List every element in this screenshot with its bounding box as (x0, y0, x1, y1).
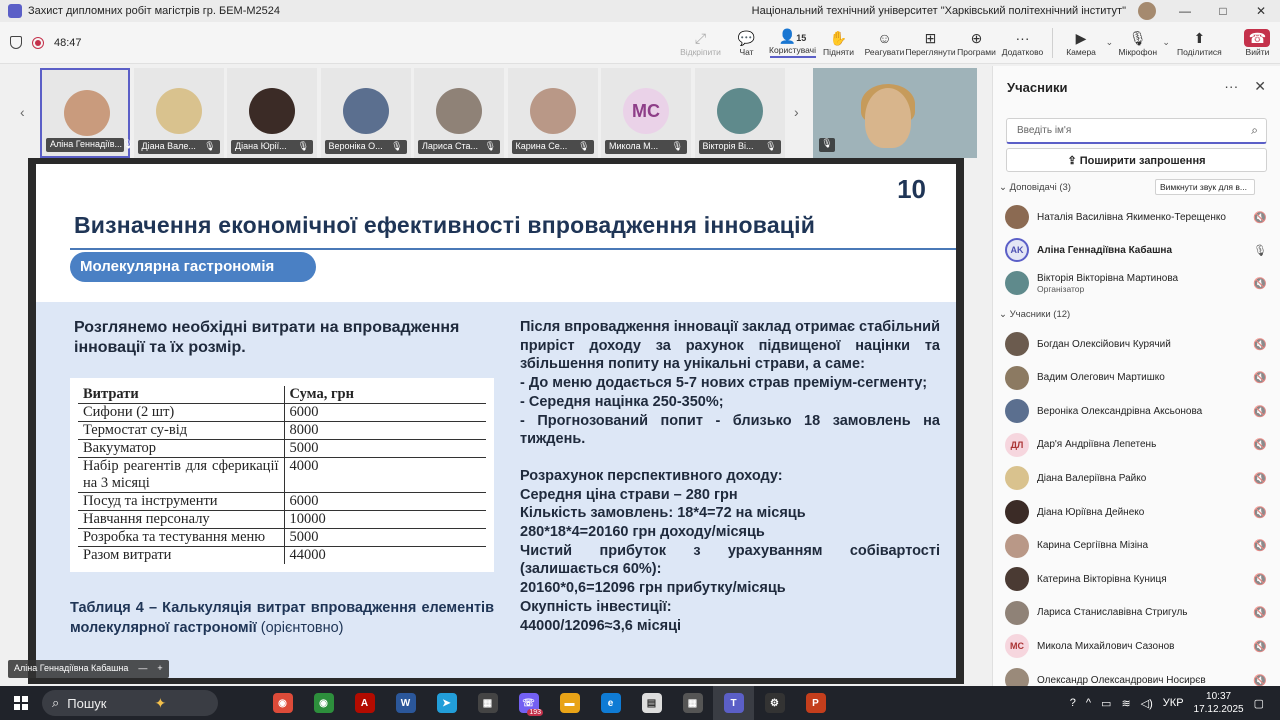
video-tile-label (418, 140, 500, 154)
avatar-initials: MC (623, 88, 669, 134)
calculation-line: 20160*0,6=12096 грн прибутку/місяць (520, 580, 786, 597)
income-calculation (520, 467, 940, 635)
video-tile-label (325, 140, 407, 154)
table-row (74, 511, 490, 529)
leave-label: Вийти (1245, 46, 1270, 57)
apps-icon-glyph: ⊕ (970, 29, 983, 46)
clock-time: 10:37 (1206, 691, 1232, 702)
chip-plus-icon[interactable]: + (157, 663, 163, 673)
table-row (74, 493, 490, 511)
meeting-timer: 48:47 (54, 36, 82, 49)
presenters-heading: Доповідачі (3) (1009, 182, 1071, 193)
cost-amount: 8000 (284, 422, 490, 440)
spacer (520, 449, 940, 467)
video-tile[interactable] (134, 68, 224, 158)
taskbar-apps (262, 686, 836, 720)
participant-name: Лариса Ста... (422, 141, 478, 151)
network-icon[interactable]: ≋ (1121, 697, 1131, 710)
microphone-muted-icon: 🔇 (1253, 472, 1267, 485)
tray-overflow-icon[interactable]: ^ (1085, 697, 1092, 709)
table-row (74, 458, 490, 493)
settings-app[interactable] (754, 686, 795, 720)
toolbar-button-label: Програми (957, 46, 996, 57)
organization-name[interactable]: Національний технічний університет "Харківський політехнічний інститут" (751, 5, 1126, 17)
taskbar-search-label: Пошук (67, 695, 107, 711)
cost-amount: 10000 (284, 511, 490, 529)
avatar (343, 88, 389, 134)
avatar (1005, 534, 1029, 558)
phone-hangup-icon: ☎ (1244, 29, 1270, 47)
window-title-bar (0, 0, 1280, 22)
video-strip (10, 66, 990, 160)
share-invite-label: Поширити запрошення (1079, 155, 1206, 167)
toolbar-buttons (678, 27, 1046, 58)
cost-amount: 44000 (284, 547, 490, 569)
maximize-button[interactable]: □ (1219, 4, 1227, 18)
participant-name-text: Богдан Олексійович Курячий (1037, 338, 1171, 350)
participant-row[interactable] (1005, 497, 1267, 527)
explorer-app-icon: ▬ (560, 693, 580, 713)
avatar (249, 88, 295, 134)
view-icon (925, 29, 937, 47)
participant-name (1037, 675, 1253, 686)
participant-name-text: Лариса Станиславівна Стригуль (1037, 607, 1188, 619)
avatar (1005, 271, 1029, 295)
microphone-muted-icon: 🔇 (1253, 573, 1267, 586)
participant-row[interactable] (1005, 329, 1267, 359)
word-app-icon: W (396, 693, 416, 713)
toolbar-button-label: Переглянути (905, 46, 956, 57)
cost-item: Сифони (2 шт) (74, 404, 284, 422)
participant-name: Микола М... (609, 141, 659, 151)
participant-name: Діана Вале... (141, 141, 196, 151)
video-tile[interactable] (695, 68, 785, 158)
participant-name (1037, 574, 1253, 585)
calculation-line: Розрахунок перспективного доходу: (520, 467, 783, 484)
toolbar-divider (1052, 28, 1053, 58)
mute-all-button[interactable]: Вимкнути звук для в... (1155, 179, 1255, 195)
video-tile-label (231, 140, 313, 154)
notepad-app-icon: ▤ (642, 693, 662, 713)
camera-button[interactable] (1058, 29, 1103, 57)
windows-taskbar (0, 686, 1280, 720)
toolbar-button-label: Користувачі (769, 45, 816, 55)
participant-name: Аліна Геннадіїв... (50, 139, 122, 149)
costs-table (70, 378, 494, 572)
strip-scroll-left-icon[interactable]: ‹ (20, 104, 25, 120)
view-icon-glyph: ⊞ (924, 29, 937, 46)
chat-icon (738, 29, 755, 47)
powerpoint-app-icon: P (806, 693, 826, 713)
participant-name-text: Олександр Олександрович Носирєв (1037, 674, 1206, 686)
video-tile[interactable] (508, 68, 598, 158)
search-icon: ⌕ (1251, 123, 1258, 137)
participant-name-text: Вероніка Олександрівна Аксьонова (1037, 405, 1203, 417)
cost-item: Розробка та тестування меню (74, 529, 284, 547)
microphone-muted-icon: 🔇 (1253, 211, 1267, 224)
taskbar-search[interactable] (42, 690, 218, 716)
attendees-heading: Учасники (12) (1009, 309, 1071, 320)
income-bullet: - До меню додається 5-7 нових страв преміум-сегменту; (520, 375, 928, 392)
avatar (1005, 332, 1029, 356)
table-header-cell: Витрати (74, 382, 284, 404)
table-header-cell: Сума, грн (284, 382, 490, 404)
unpin-icon-glyph: ⤢ (694, 29, 707, 46)
word-app[interactable] (385, 686, 426, 720)
income-bullets (520, 374, 940, 449)
help-icon[interactable]: ? (1069, 697, 1076, 709)
people-icon-glyph: 👤 (778, 28, 797, 44)
muted-mic-icon: 🎙 (765, 141, 777, 151)
toolbar-button-label: Додатково (1001, 46, 1044, 57)
participant-row[interactable] (1005, 202, 1267, 232)
participant-name (1037, 339, 1253, 350)
microphone-muted-icon: 🔇 (1253, 506, 1267, 519)
react-icon (877, 29, 891, 47)
participant-row[interactable] (1005, 564, 1267, 594)
teams-logo-icon (8, 4, 22, 18)
participant-count: 15 (796, 33, 807, 43)
participant-name (1037, 406, 1253, 417)
participant-name: Вероніка О... (328, 141, 383, 151)
slide-number: 10 (897, 174, 926, 204)
store-app-icon: ▦ (478, 693, 498, 713)
toolbar-button-0[interactable] (678, 29, 724, 57)
microphone-options-chevron-icon[interactable]: ⌄ (1162, 37, 1170, 47)
share-invite-icon: ⇪ (1067, 155, 1080, 167)
slide-topic-pill: Молекулярна гастрономія (70, 252, 316, 282)
muted-mic-icon: 🎙 (297, 141, 309, 151)
chrome-alt-app[interactable] (303, 686, 344, 720)
toolbar-button-3[interactable] (816, 29, 862, 57)
microphone-label: Мікрофон (1118, 46, 1158, 57)
video-tile[interactable] (601, 68, 691, 158)
avatar: MC (1005, 634, 1029, 658)
video-tile-label (46, 138, 134, 152)
table-header-row (74, 382, 490, 404)
calculator-app-icon: ▦ (683, 693, 703, 713)
toolbar-button-5[interactable] (905, 29, 956, 57)
income-analysis (520, 318, 940, 635)
powerpoint-app[interactable] (795, 686, 836, 720)
speaker-name: Аліна Геннадіївна Кабашна (14, 663, 129, 673)
participant-name-text: Катерина Вікторівна Куниця (1037, 573, 1167, 585)
participant-name-text: Вікторія Вікторівна Мартинова (1037, 272, 1179, 284)
microphone-on-icon: 🎙 (1253, 244, 1267, 257)
participant-row[interactable] (1005, 463, 1267, 493)
microphone-muted-icon: 🔇 (1253, 540, 1267, 553)
share-invite-button[interactable] (1006, 148, 1267, 172)
attendees-section-toggle[interactable]: ⌄ Учасники (12) (999, 309, 1071, 320)
video-tile-label (699, 140, 781, 154)
toolbar-button-label: Реагувати (864, 46, 905, 57)
cost-item: Вакууматор (74, 440, 284, 458)
participant-name-text: Карина Сергіївна Мізіна (1037, 540, 1149, 552)
react-icon-glyph: ☺ (877, 29, 892, 46)
close-panel-icon[interactable]: ✕ (1254, 78, 1266, 94)
cost-item: Навчання персоналу (74, 511, 284, 529)
participant-role: Організатор (1037, 283, 1085, 294)
calculation-line: Кількість замовлень: 18*4=72 на місяць (520, 505, 806, 522)
cost-item: Набір реагентів для сферикації на 3 місяці (74, 458, 284, 493)
camera-icon: ▶ (1075, 29, 1087, 46)
viber-app[interactable] (508, 686, 549, 720)
share-icon: ⬆ (1193, 29, 1206, 46)
participant-search-input[interactable] (1006, 118, 1267, 144)
participant-name-text: Діана Валеріївна Райко (1037, 472, 1147, 484)
avatar (530, 88, 576, 134)
chat-icon-glyph: 💬 (737, 29, 756, 46)
participant-name-text: Наталія Василівна Якименко-Терещенко (1037, 211, 1226, 223)
caption-text: Таблиця 4 – Калькуляція витрат впровадження елементів молекулярної гастрономії (70, 600, 494, 636)
camera-options-chevron-icon[interactable]: ⌄ (1105, 37, 1114, 47)
more-icon-glyph: ··· (1015, 29, 1030, 46)
participant-row[interactable] (1005, 430, 1267, 460)
microphone-muted-icon: 🔇 (1253, 607, 1267, 620)
toolbar-button-label: Чат (739, 46, 754, 57)
toolbar-button-2[interactable] (770, 27, 816, 58)
acrobat-app[interactable] (344, 686, 385, 720)
leave-button[interactable] (1235, 29, 1280, 57)
participant-name (1037, 641, 1253, 652)
notepad-app[interactable] (631, 686, 672, 720)
table-caption (70, 598, 494, 638)
toolbar-button-label: Підняти (823, 46, 854, 57)
avatar (1005, 399, 1029, 423)
avatar (717, 88, 763, 134)
participant-name (1037, 212, 1253, 223)
shield-icon (10, 36, 22, 49)
toolbar-button-1[interactable] (724, 29, 770, 57)
calculation-line: 280*18*4=20160 грн доходу/місяць (520, 524, 765, 541)
participant-name (1037, 372, 1253, 383)
table-row (74, 422, 490, 440)
people-icon (779, 27, 806, 45)
telegram-app[interactable] (426, 686, 467, 720)
more-options-icon[interactable]: ··· (1224, 78, 1239, 94)
more-icon (1016, 29, 1030, 47)
income-bullet: - Прогнозований попит - близько 18 замовлень на тиждень. (520, 412, 940, 448)
notification-badge: 193 (529, 709, 541, 716)
avatar (1005, 500, 1029, 524)
microphone-off-icon: 🎙 (1128, 29, 1147, 46)
participant-name (1037, 607, 1253, 618)
chrome-alt-app-icon: ◉ (314, 693, 334, 713)
person-face (865, 88, 911, 148)
toolbar-button-4[interactable] (862, 29, 908, 57)
calculation-line: Середня ціна страви – 280 грн (520, 486, 738, 503)
teams-app-icon: T (724, 693, 744, 713)
participant-row[interactable] (1005, 268, 1267, 298)
viber-app-icon: ☏ (519, 693, 539, 713)
edge-app-icon: e (601, 693, 621, 713)
speaker-name-chip[interactable] (8, 660, 169, 678)
chrome-app-icon: ◉ (273, 693, 293, 713)
participant-name-text: Дар'я Андріївна Лепетень (1037, 439, 1157, 451)
share-label: Поділитися (1177, 46, 1222, 57)
account-avatar[interactable] (1138, 2, 1156, 20)
microphone-muted-icon: 🔇 (1253, 372, 1267, 385)
battery-icon[interactable]: ▭ (1101, 697, 1112, 710)
store-app[interactable] (467, 686, 508, 720)
raise-hand-icon (830, 29, 847, 47)
shared-screen (28, 158, 964, 684)
apps-icon (971, 29, 983, 47)
muted-mic-icon: 🎙 (671, 141, 683, 151)
slide-title: Визначення економічної ефективності впровадження інновацій (74, 212, 816, 238)
video-tile-label (605, 140, 687, 154)
acrobat-app-icon: A (355, 693, 375, 713)
video-tile[interactable] (321, 68, 411, 158)
avatar (1005, 466, 1029, 490)
title-underline (70, 248, 956, 250)
slide-content (36, 302, 956, 678)
muted-mic-icon: 🎙 (484, 141, 496, 151)
meeting-toolbar (0, 22, 1280, 64)
cost-item: Посуд та інструменти (74, 493, 284, 511)
windows-start-icon[interactable] (14, 696, 28, 710)
avatar (436, 88, 482, 134)
participant-name (1037, 507, 1253, 518)
participant-row[interactable] (1005, 235, 1267, 265)
toolbar-button-7[interactable] (1000, 29, 1046, 57)
participant-name (1037, 473, 1253, 484)
income-bullet: - Середня націнка 250-350%; (520, 393, 724, 410)
cost-amount: 5000 (284, 440, 490, 458)
muted-mic-icon: 🎙 (204, 141, 216, 151)
recording-icon (32, 37, 44, 49)
muted-mic-icon: 🎙 (819, 138, 835, 152)
system-tray (1070, 686, 1280, 720)
panel-title: Учасники (1007, 80, 1068, 95)
avatar: ДЛ (1005, 433, 1029, 457)
table-row (74, 547, 490, 569)
calculation-line: Чистий прибуток з урахуванням собівартості (залишається 60%): (520, 542, 940, 578)
close-window-button[interactable]: ✕ (1255, 4, 1267, 18)
muted-mic-icon: 🎙 (391, 141, 403, 151)
microphone-muted-icon: 🔇 (1253, 405, 1267, 418)
clock[interactable] (1194, 690, 1244, 716)
participant-name-text: Аліна Геннадіївна Кабашна (1037, 244, 1173, 256)
participant-name-text: Вадим Олегович Мартишко (1037, 372, 1165, 384)
participants-panel (992, 66, 1280, 686)
cost-item: Разом витрати (74, 547, 284, 569)
microphone-muted-icon: 🔇 (1253, 277, 1267, 290)
caption-suffix: (орієнтовно) (256, 620, 344, 636)
notifications-icon[interactable]: ▢ (1253, 697, 1264, 710)
table-row (74, 440, 490, 458)
avatar (1005, 567, 1029, 591)
muted-mic-icon: 🎙 (578, 141, 590, 151)
participant-row[interactable] (1005, 631, 1267, 661)
calculation-line: Окупність інвестиції: (520, 598, 672, 615)
participant-row[interactable] (1005, 531, 1267, 561)
explorer-app[interactable] (549, 686, 590, 720)
presentation-slide (36, 164, 956, 678)
microphone-muted-icon: 🔇 (1253, 640, 1267, 653)
calculation-line: 44000/12096≈3,6 місяці (520, 617, 682, 634)
video-tile-label (512, 140, 594, 154)
table-row (74, 529, 490, 547)
video-tile[interactable] (414, 68, 504, 158)
video-tile[interactable] (227, 68, 317, 158)
settings-app-icon: ⚙ (765, 693, 785, 713)
avatar (1005, 205, 1029, 229)
participant-row[interactable] (1005, 598, 1267, 628)
chrome-app[interactable] (262, 686, 303, 720)
toolbar-button-6[interactable] (954, 29, 1000, 57)
telegram-app-icon: ➤ (437, 693, 457, 713)
cost-amount: 6000 (284, 493, 490, 511)
table-row (74, 404, 490, 422)
participant-name: Карина Се... (515, 141, 568, 151)
muted-mic-icon: 🎙 (122, 139, 134, 149)
microphone-button[interactable] (1115, 29, 1160, 57)
participant-name (1037, 540, 1253, 551)
copilot-sparkle-icon: ✦ (154, 694, 167, 711)
avatar (1005, 366, 1029, 390)
income-paragraph: Після впровадження інновації заклад отримає стабільний приріст доходу за рахунок підвищеної націнки та збільшення попиту на унікальні страви, а саме: (520, 319, 940, 373)
camera-label: Камера (1066, 46, 1096, 57)
toolbar-button-label: Відкріпити (680, 46, 721, 57)
cost-item: Термостат су-від (74, 422, 284, 440)
participant-name (1037, 439, 1253, 450)
microphone-muted-icon: 🔇 (1253, 439, 1267, 452)
avatar (156, 88, 202, 134)
search-placeholder: Введіть ім'я (1017, 125, 1072, 136)
presenters-section-toggle[interactable]: ⌄ Доповідачі (3) (999, 182, 1071, 193)
chip-minus-icon[interactable]: — (138, 663, 148, 673)
avatar (64, 90, 110, 136)
cost-amount: 4000 (284, 458, 490, 493)
participant-name: Діана Юрії... (235, 141, 287, 151)
video-tile[interactable] (40, 68, 134, 158)
presenter-camera-feed[interactable] (813, 68, 977, 158)
avatar: AK (1005, 238, 1029, 262)
participant-name-text: Діана Юріївна Дейнеко (1037, 506, 1145, 518)
video-tile-label (138, 140, 220, 154)
costs-heading: Розглянемо необхідні витрати на впровадження інновації та їх розмір. (74, 319, 460, 356)
participant-row[interactable] (1005, 363, 1267, 393)
clock-date: 17.12.2025 (1193, 704, 1244, 715)
raise-hand-icon-glyph: ✋ (829, 29, 848, 46)
microphone-muted-icon: 🔇 (1253, 674, 1267, 687)
participant-name (1037, 245, 1253, 256)
avatar (1005, 601, 1029, 625)
participant-name-text: Микола Михайлович Сазонов (1037, 640, 1175, 652)
volume-icon[interactable]: ◁) (1140, 697, 1153, 710)
participant-row[interactable] (1005, 396, 1267, 426)
minimize-button[interactable]: — (1179, 4, 1191, 18)
cost-amount: 6000 (284, 404, 490, 422)
participant-name: Вікторія Ві... (702, 141, 754, 151)
calculator-app[interactable] (672, 686, 713, 720)
edge-app[interactable] (590, 686, 631, 720)
keyboard-language[interactable]: УКР (1162, 697, 1184, 709)
window-title: Захист дипломних робіт магістрів гр. БЕМ-М2524 (28, 5, 280, 17)
microphone-muted-icon: 🔇 (1253, 338, 1267, 351)
strip-scroll-right-icon[interactable]: › (794, 104, 799, 120)
search-icon: ⌕ (52, 695, 60, 710)
unpin-icon (695, 29, 706, 47)
cost-amount: 5000 (284, 529, 490, 547)
teams-app[interactable] (713, 686, 754, 720)
participant-name (1037, 273, 1253, 294)
share-button[interactable] (1172, 29, 1227, 57)
